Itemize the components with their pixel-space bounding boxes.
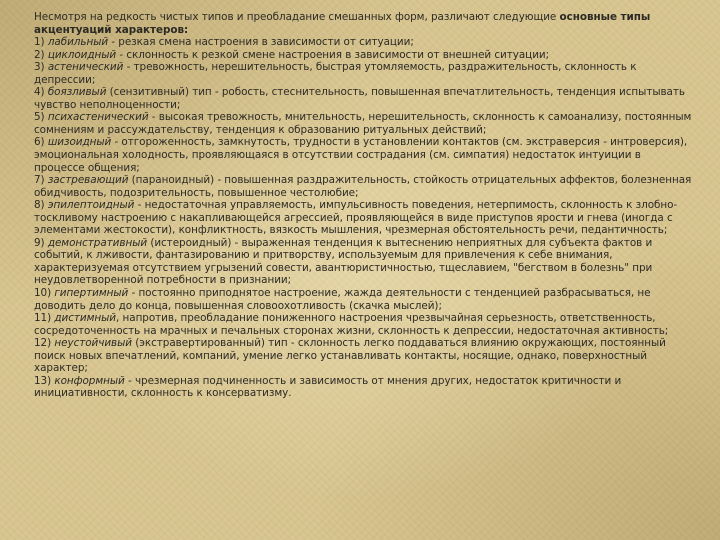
type-item	[34, 86, 694, 111]
type-description: - резкая смена настроения в зависимости от ситуации;	[108, 36, 414, 49]
intro-bold-main-types: основные типы	[559, 11, 651, 23]
type-item	[34, 174, 694, 199]
type-term: дистимный	[54, 312, 116, 325]
type-item	[34, 375, 694, 400]
type-number: 7)	[34, 174, 48, 187]
type-number: 11)	[34, 312, 55, 325]
type-number: 4)	[34, 86, 48, 99]
type-item	[34, 49, 694, 62]
slide-text-block	[34, 11, 694, 400]
type-number: 9)	[34, 236, 48, 249]
type-item	[34, 61, 694, 86]
type-description: - отгороженность, замкнутость, трудности в установлении контактов (см. экстраверсия - интроверсия), эмоциональная холодность, проявляющаяся в отсутствии сострадания (см. симпатия) недостаток интуиции в процессе общения;	[34, 136, 688, 174]
type-term: циклоидный	[47, 48, 117, 61]
type-description: (экстравертированный) тип - склонность легко поддаваться влиянию окружающих, постоянный поиск новых впечатлений, компаний, умение легко устанавливать контакты, носящие, однако, поверхностный характер;	[34, 337, 666, 375]
type-term: демонстративный	[47, 236, 148, 249]
type-number: 10)	[34, 287, 55, 300]
type-term: эпилептоидный	[47, 199, 135, 212]
intro-bold-accentuations: акцентуаций характеров:	[34, 23, 189, 36]
type-item	[34, 312, 694, 337]
intro-text: Несмотря на редкость чистых типов и преобладание смешанных форм, различают следующие	[34, 11, 560, 23]
type-description: - склонность к резкой смене настроения в зависимости от внешней ситуации;	[116, 48, 550, 61]
type-number: 12)	[34, 337, 55, 350]
type-term: психастенический	[47, 111, 149, 124]
type-term: конформный	[54, 374, 125, 387]
type-item	[34, 199, 694, 237]
type-number: 3)	[34, 61, 48, 74]
type-item	[34, 337, 694, 375]
type-number: 6)	[34, 136, 48, 149]
type-number: 2)	[34, 48, 48, 61]
type-item	[34, 237, 694, 287]
type-term: лабильный	[47, 36, 109, 49]
type-number: 13)	[34, 374, 55, 387]
type-description: - недостаточная управляемость, импульсивность поведения, нетерпимость, склонность к злобно-тоскливому настроению с накапливающейся агрессией, проявляющейся в виде приступов ярости и гнева (иногда с элементами жестокости), конфликтность, вязкость мышления, чрезмерная обстоятельность речи, педантичность;	[34, 199, 678, 237]
type-item	[34, 287, 694, 312]
type-description: - чрезмерная подчиненность и зависимость от мнения других, недостаток критичности и инициативности, склонность к консерватизму.	[34, 374, 622, 400]
type-term: гипертимный	[54, 287, 129, 300]
type-number: 8)	[34, 199, 48, 212]
type-term: неустойчивый	[54, 337, 132, 350]
type-description: (истероидный) - выраженная тенденция к вытеснению неприятных для субъекта фактов и событий, к лживости, фантазированию и притворству, используемым для привлечения к себе внимания, характеризуемая отсутствием угрызений совести, авантюристичностью, тщеславием, "бегством в болезнь" при неудовлетворенной потребности в признании;	[34, 236, 653, 287]
type-description: - высокая тревожность, мнительность, нерешительность, склонность к самоанализу, постоянным сомнениям и рассуждательству, тенденция к образованию ритуальных действий;	[34, 111, 692, 136]
type-item	[34, 111, 694, 136]
type-description: (сензитивный) тип - робость, стеснительность, повышенная впечатлительность, тенденция испытывать чувство неполноценности;	[34, 86, 685, 111]
type-description: - тревожность, нерешительность, быстрая утомляемость, раздражительность, склонность к депрессии;	[34, 61, 637, 86]
type-item	[34, 136, 694, 174]
type-description: (параноидный) - повышенная раздражительность, стойкость отрицательных аффектов, болезненная обидчивость, подозрительность, повышенное честолюбие;	[34, 174, 692, 199]
type-description: , напротив, преобладание пониженного настроения чрезвычайная серьезность, ответственность, сосредоточенность на мрачных и печальных сторонах жизни, склонность к депрессии, недостаточная активность;	[34, 312, 669, 337]
type-number: 5)	[34, 111, 48, 124]
type-number: 1)	[34, 36, 48, 49]
type-term: боязливый	[47, 86, 107, 99]
type-item	[34, 36, 694, 49]
type-term: застревающий	[47, 174, 129, 187]
type-term: астенический	[47, 61, 124, 74]
type-term: шизоидный	[47, 136, 112, 149]
type-description: - постоянно приподнятое настроение, жажда деятельности с тенденцией разбрасываться, не доводить дело до конца, повышенная словоохотливость (скачка мыслей);	[34, 287, 651, 312]
intro-paragraph	[34, 11, 694, 36]
